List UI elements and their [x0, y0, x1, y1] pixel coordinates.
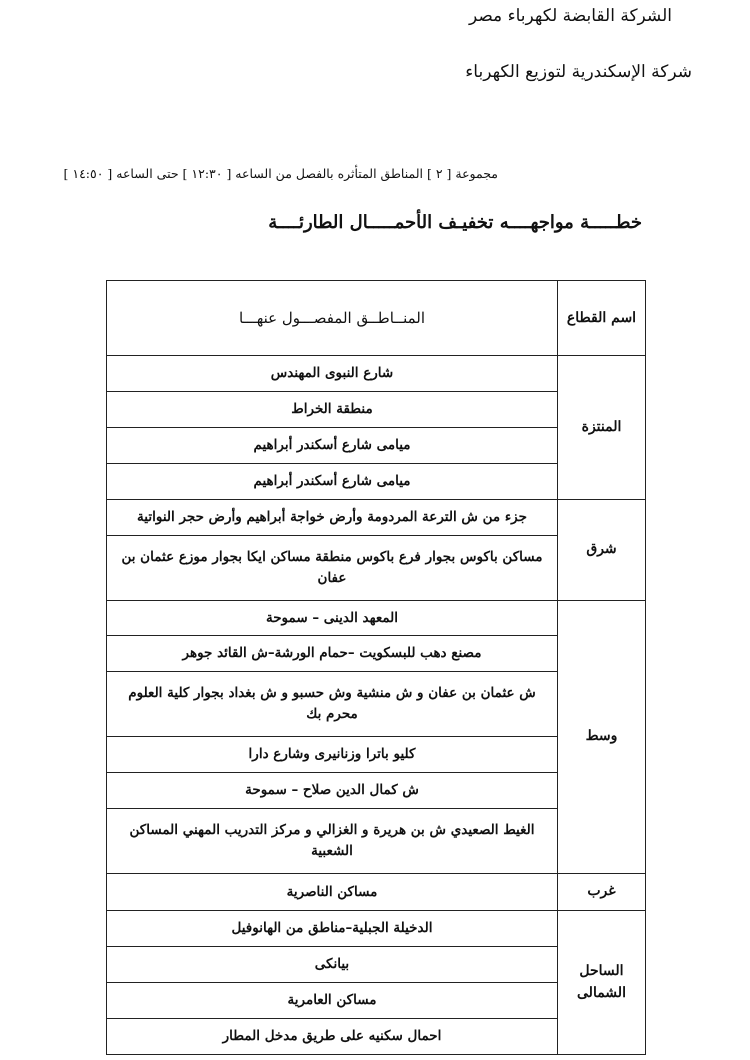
area-cell: جزء من ش الترعة المردومة وأرض خواجة أبراهيم وأرض حجر النواتية — [107, 499, 558, 535]
sector-name-cell: الساحل الشمالى — [558, 911, 646, 1055]
area-cell: شارع النبوى المهندس — [107, 356, 558, 392]
sector-column-header: اسم القطاع — [558, 281, 646, 356]
area-cell: الدخيلة الجبلية–مناطق من الهانوفيل — [107, 911, 558, 947]
alex-company-name: شركة الإسكندرية لتوزيع الكهرباء — [465, 62, 692, 82]
area-cell: ش كمال الدين صلاح – سموحة — [107, 773, 558, 809]
areas-column-header: المنــاطــق المفصـــول عنهـــا — [107, 281, 558, 356]
holding-company-name: الشركة القابضة لكهرباء مصر — [468, 6, 672, 26]
table-row — [107, 911, 646, 947]
area-cell: كليو باترا وزنانيرى وشارع دارا — [107, 737, 558, 773]
area-cell: ميامى شارع أسكندر أبراهيم — [107, 427, 558, 463]
table-row — [107, 600, 646, 636]
plan-title: خطـــــة مواجهــــه تخفيـف الأحمـــــال الطارئــــة — [268, 212, 642, 233]
sector-name-cell: غرب — [558, 874, 646, 911]
area-cell: الغيط الصعيدي ش بن هريرة و الغزالي و مركز التدريب المهني المساكن الشعبية — [107, 809, 558, 874]
table-body — [107, 356, 646, 1055]
area-cell: ش عثمان بن عفان و ش منشية وش حسبو و ش بغداد بجوار كلية العلوم محرم بك — [107, 672, 558, 737]
area-cell: مساكن العامرية — [107, 982, 558, 1018]
load-shedding-table — [106, 280, 646, 1055]
group-schedule-line: مجموعة [ ٢ ] المناطق المتأثره بالفصل من الساعه [ ١٢:٣٠ ] حتى الساعه [ ١٤:٥٠ ] — [63, 166, 498, 181]
table-row — [107, 874, 646, 911]
table-header-row — [107, 281, 646, 356]
sector-name-cell: شرق — [558, 499, 646, 600]
table-row — [107, 499, 646, 535]
area-cell: المعهد الدينى – سموحة — [107, 600, 558, 636]
area-cell: مساكن الناصرية — [107, 874, 558, 911]
area-cell: مصنع دهب للبسكويت –حمام الورشة–ش القائد جوهر — [107, 636, 558, 672]
area-cell: ميامى شارع أسكندر أبراهيم — [107, 463, 558, 499]
sector-name-cell: المنتزة — [558, 356, 646, 500]
table-row — [107, 356, 646, 392]
area-cell: مساكن باكوس بجوار فرع باكوس منطقة مساكن ايكا بجوار موزع عثمان بن عفان — [107, 535, 558, 600]
area-cell: احمال سكنيه على طريق مدخل المطار — [107, 1018, 558, 1054]
area-cell: منطقة الخراط — [107, 391, 558, 427]
area-cell: بيانكى — [107, 947, 558, 983]
sector-name-cell: وسط — [558, 600, 646, 874]
